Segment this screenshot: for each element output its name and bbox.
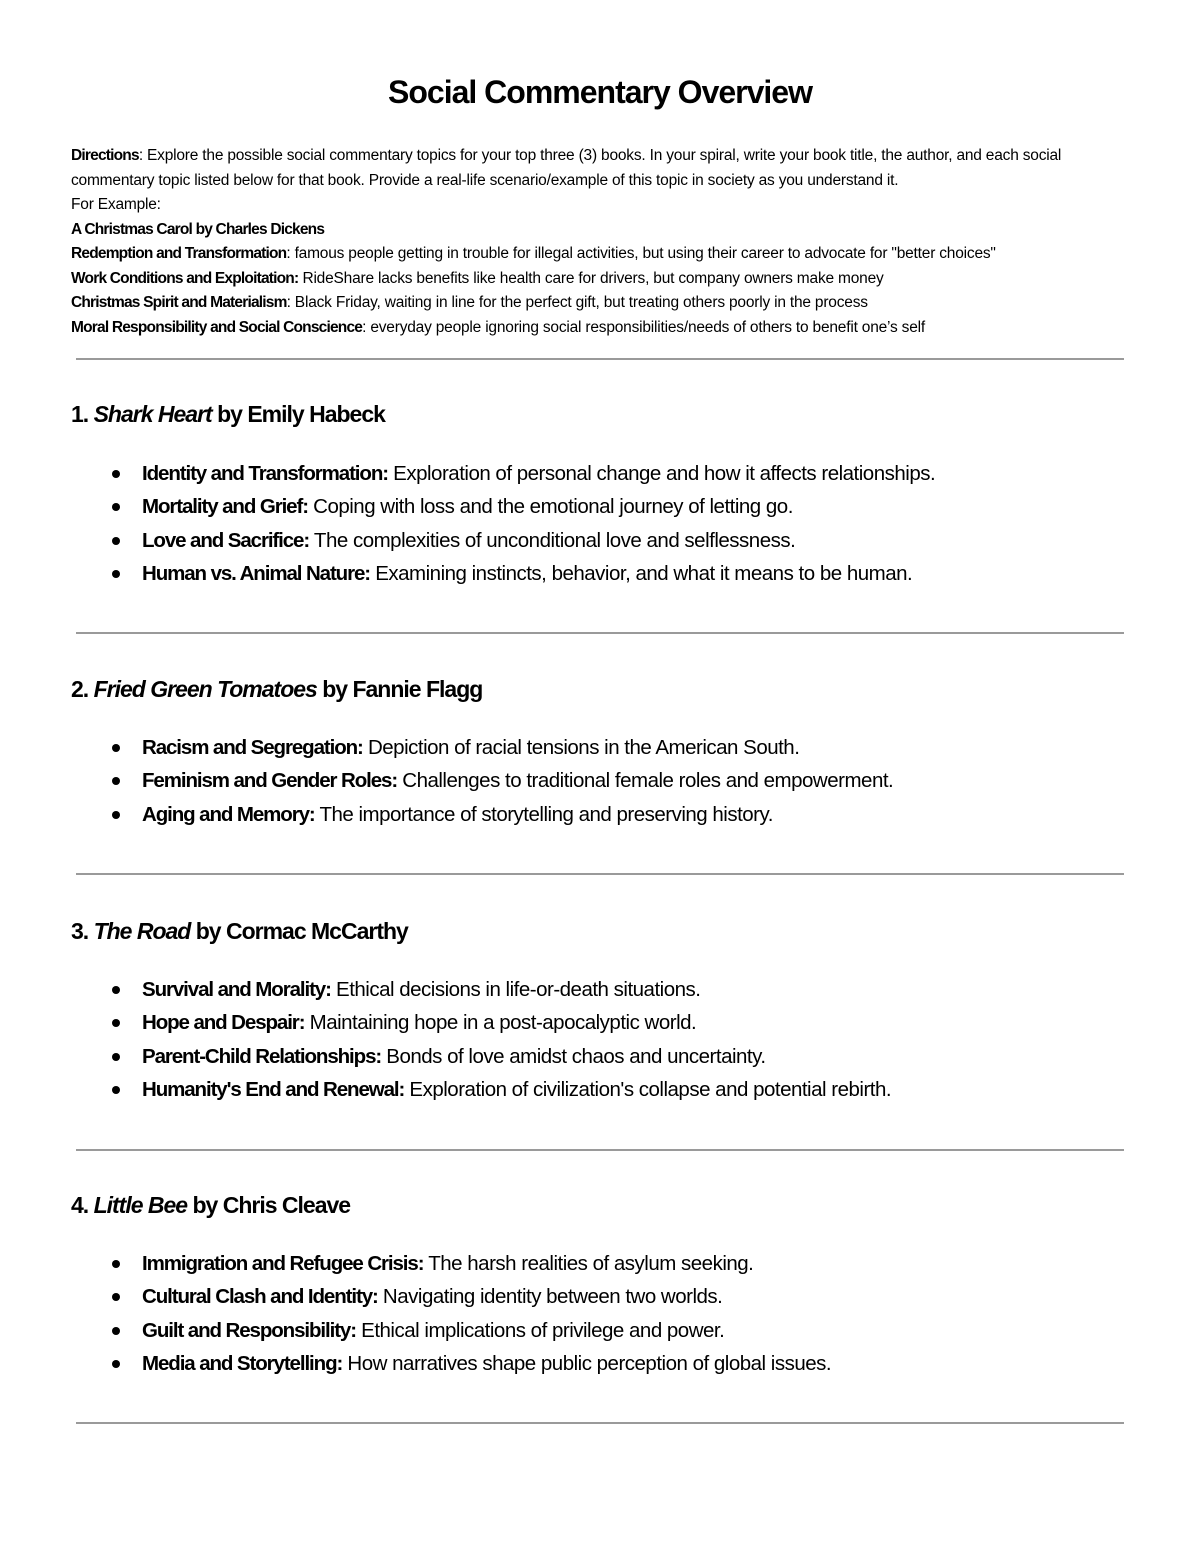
- bullet-icon: [112, 744, 120, 752]
- divider: [76, 632, 1124, 634]
- topic-desc: Bonds of love amidst chaos and uncertainty.: [381, 1044, 766, 1068]
- bullet-icon: [112, 777, 120, 785]
- list-item: [0, 1347, 831, 1380]
- bullet-icon: [112, 986, 120, 994]
- topic-name: Humanity's End and Renewal:: [142, 1078, 405, 1102]
- topic-name: Racism and Segregation:: [142, 736, 363, 759]
- for-example-label: For Example:: [71, 196, 161, 213]
- list-item: [0, 1314, 831, 1347]
- topic-list: [0, 973, 891, 1107]
- topic-desc: The harsh realities of asylum seeking.: [423, 1252, 754, 1275]
- example-text: : everyday people ignoring social responsibilities/needs of others to benefit one’s self: [362, 318, 925, 336]
- divider: [76, 1149, 1124, 1151]
- topic-name: Love and Sacrifice:: [142, 528, 310, 552]
- bullet-icon: [112, 537, 120, 545]
- topic-desc: Examining instincts, behavior, and what it means to be human.: [370, 562, 913, 586]
- bullet-icon: [112, 811, 120, 819]
- divider: [76, 358, 1124, 360]
- list-item: [0, 1040, 891, 1073]
- example-book-title: A Christmas Carol by Charles Dickens: [71, 220, 325, 238]
- topic-desc: Exploration of personal change and how it affects relationships.: [387, 462, 936, 485]
- topic-name: Human vs. Animal Nature:: [142, 562, 371, 586]
- topic-desc: Coping with loss and the emotional journey of letting go.: [307, 495, 793, 519]
- topic-desc: Challenges to traditional female roles and empowerment.: [397, 769, 894, 793]
- example-text: RideShare lacks benefits like health care for drivers, but company owners make money: [298, 269, 884, 287]
- topic-desc: How narratives shape public perception of global issues.: [342, 1352, 832, 1376]
- topic-desc: Maintaining hope in a post-apocalyptic world.: [304, 1011, 697, 1035]
- topic-desc: Depiction of racial tensions in the American South.: [362, 736, 800, 759]
- bullet-icon: [112, 1360, 120, 1368]
- bullet-icon: [112, 503, 120, 511]
- list-item: [0, 524, 935, 557]
- topic-name: Hope and Despair:: [142, 1011, 305, 1035]
- divider: [76, 1422, 1124, 1424]
- book-author: by Fannie Flagg: [322, 676, 483, 702]
- book-number: 2.: [71, 676, 89, 702]
- directions-label: Directions: [71, 147, 139, 164]
- book-author: by Chris Cleave: [192, 1192, 351, 1218]
- topic-name: Aging and Memory:: [142, 802, 315, 826]
- topic-list: [0, 457, 935, 591]
- list-item: [0, 457, 935, 490]
- book-title: The Road: [93, 918, 191, 944]
- list-item: [0, 973, 891, 1006]
- book-author: by Emily Habeck: [217, 401, 385, 427]
- example-topic: Christmas Spirit and Materialism: [71, 294, 287, 311]
- book-heading: [71, 401, 385, 428]
- list-item: [0, 764, 893, 797]
- topic-desc: The importance of storytelling and preserving history.: [314, 802, 773, 826]
- example-line: [71, 316, 1131, 341]
- topic-desc: Ethical implications of privilege and power.: [355, 1318, 725, 1342]
- topic-name: Guilt and Responsibility:: [142, 1318, 356, 1342]
- bullet-icon: [112, 1327, 120, 1335]
- example-line: [71, 267, 1131, 292]
- topic-name: Media and Storytelling:: [142, 1352, 343, 1376]
- book-title: Little Bee: [93, 1192, 188, 1218]
- example-topic: Redemption and Transformation: [71, 245, 287, 262]
- topic-name: Cultural Clash and Identity:: [142, 1285, 378, 1309]
- topic-list: [0, 731, 893, 831]
- example-line: [71, 242, 1131, 267]
- book-number: 3.: [71, 918, 89, 944]
- book-heading: [71, 676, 482, 703]
- topic-name: Identity and Transformation:: [142, 462, 388, 485]
- book-title: Shark Heart: [93, 401, 212, 427]
- list-item: [0, 1073, 891, 1106]
- example-text: : famous people getting in trouble for illegal activities, but using their career to advocate for "better choices": [286, 245, 996, 262]
- list-item: [0, 798, 893, 831]
- example-text: : Black Friday, waiting in line for the perfect gift, but treating others poorly in the process: [286, 294, 868, 311]
- directions-block: [71, 144, 1131, 340]
- book-number: 4.: [71, 1192, 89, 1218]
- divider: [76, 873, 1124, 875]
- list-item: [0, 1280, 831, 1313]
- bullet-icon: [112, 570, 120, 578]
- list-item: [0, 731, 893, 764]
- topic-name: Immigration and Refugee Crisis:: [142, 1252, 424, 1275]
- bullet-icon: [112, 1293, 120, 1301]
- book-author: by Cormac McCarthy: [195, 918, 408, 944]
- topic-desc: Ethical decisions in life-or-death situations.: [330, 978, 701, 1001]
- topic-desc: Exploration of civilization's collapse and potential rebirth.: [404, 1078, 892, 1102]
- list-item: [0, 1006, 891, 1039]
- book-heading: [71, 1192, 350, 1219]
- example-book: [71, 218, 1131, 243]
- bullet-icon: [112, 1260, 120, 1268]
- bullet-icon: [112, 470, 120, 478]
- topic-name: Parent-Child Relationships:: [142, 1044, 382, 1068]
- list-item: [0, 1247, 831, 1280]
- example-topic: Moral Responsibility and Social Conscience: [71, 318, 363, 336]
- bullet-icon: [112, 1053, 120, 1061]
- topic-name: Feminism and Gender Roles:: [142, 769, 398, 793]
- example-line: [71, 291, 1131, 316]
- book-number: 1.: [71, 401, 89, 427]
- topic-name: Survival and Morality:: [142, 978, 331, 1001]
- book-title: Fried Green Tomatoes: [93, 676, 317, 702]
- example-topic: Work Conditions and Exploitation:: [71, 269, 299, 287]
- topic-list: [0, 1247, 831, 1381]
- bullet-icon: [112, 1019, 120, 1027]
- topic-name: Mortality and Grief:: [142, 495, 308, 519]
- book-heading: [71, 918, 408, 945]
- list-item: [0, 490, 935, 523]
- directions-paragraph: [71, 144, 1131, 193]
- topic-desc: The complexities of unconditional love and selflessness.: [309, 528, 796, 552]
- directions-text: : Explore the possible social commentary topics for your top three (3) books. In your spiral, write your book title, the author, and each social commentary topic listed below for that book. Provide a real-life scenario/example of this topic in society as you understand it.: [71, 147, 1062, 189]
- topic-desc: Navigating identity between two worlds.: [377, 1285, 723, 1309]
- bullet-icon: [112, 1086, 120, 1094]
- list-item: [0, 557, 935, 590]
- page-title: Social Commentary Overview: [388, 74, 812, 110]
